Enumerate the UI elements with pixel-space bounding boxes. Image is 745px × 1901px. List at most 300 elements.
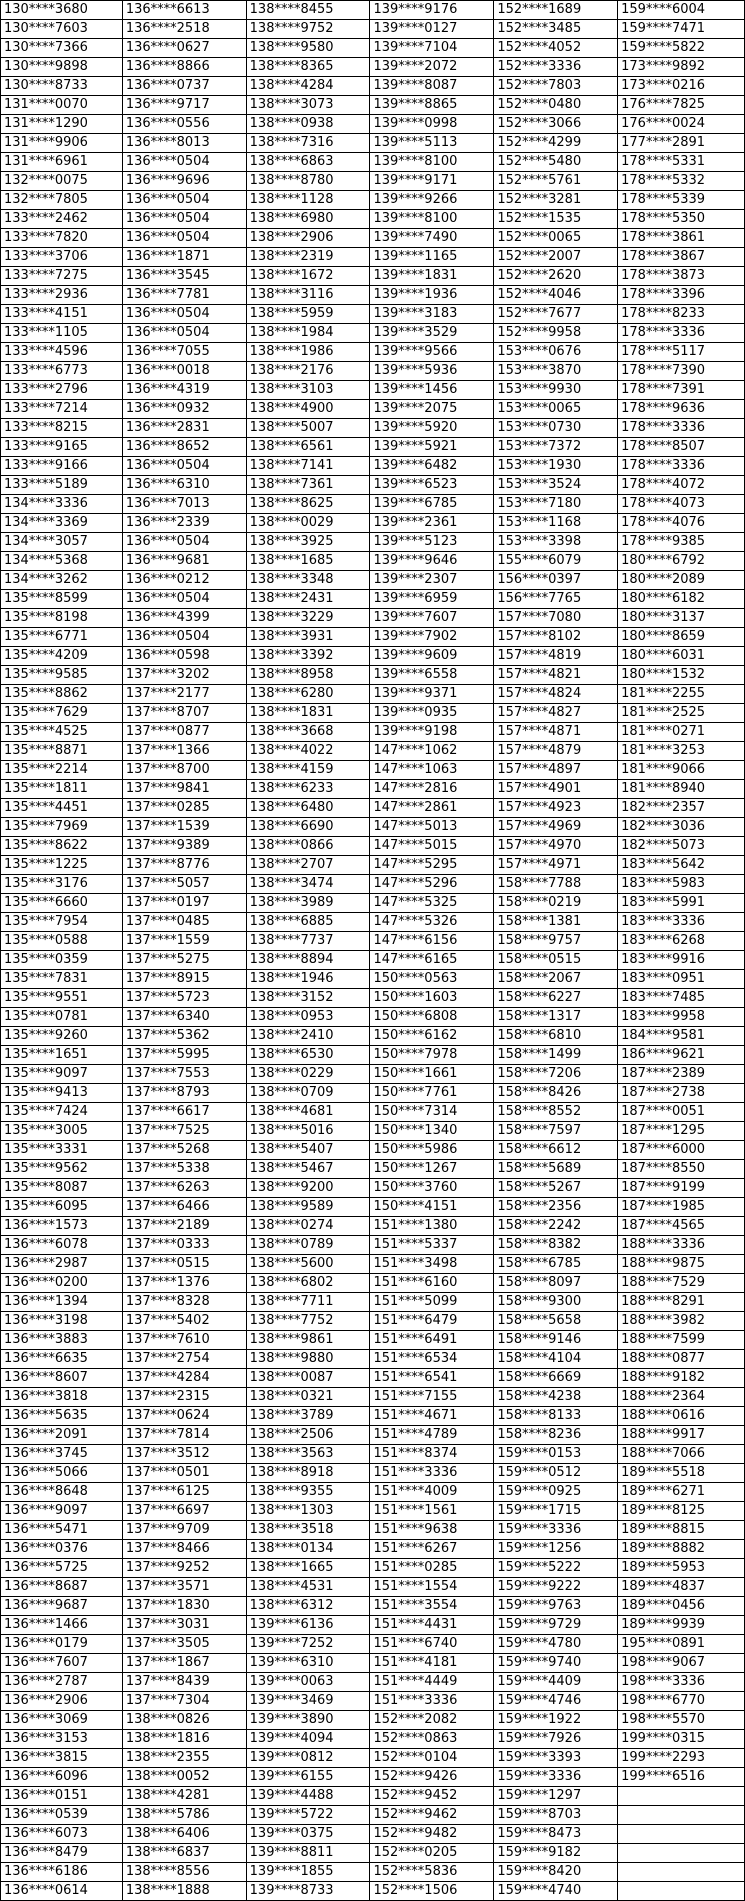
table-row — [1, 666, 745, 685]
phone-cell: 138****6233 — [246, 780, 370, 799]
table-row — [1, 1464, 745, 1483]
phone-cell: 136****2339 — [122, 514, 246, 533]
phone-cell: 188****7066 — [618, 1445, 745, 1464]
phone-cell: 137****1559 — [122, 932, 246, 951]
phone-cell: 135****9413 — [1, 1084, 123, 1103]
phone-cell: 135****7969 — [1, 818, 123, 837]
phone-cell: 157****4971 — [494, 856, 618, 875]
table-row — [1, 685, 745, 704]
phone-cell: 138****8894 — [246, 951, 370, 970]
phone-cell: 147****5296 — [370, 875, 494, 894]
phone-cell: 139****0812 — [246, 1749, 370, 1768]
phone-cell: 136****8648 — [1, 1483, 123, 1502]
phone-cell: 151****6534 — [370, 1350, 494, 1369]
phone-cell: 178****5117 — [618, 343, 745, 362]
phone-cell: 137****9709 — [122, 1521, 246, 1540]
phone-cell: 138****9200 — [246, 1179, 370, 1198]
phone-cell: 139****6785 — [370, 495, 494, 514]
phone-cell: 139****7607 — [370, 609, 494, 628]
phone-cell: 133****7214 — [1, 400, 123, 419]
table-row — [1, 1046, 745, 1065]
phone-cell: 151****0285 — [370, 1559, 494, 1578]
phone-cell: 159****3393 — [494, 1749, 618, 1768]
phone-cell: 136****3545 — [122, 267, 246, 286]
phone-cell: 138****0052 — [122, 1768, 246, 1787]
phone-cell: 189****6271 — [618, 1483, 745, 1502]
phone-cell: 155****6079 — [494, 552, 618, 571]
phone-cell: 158****1499 — [494, 1046, 618, 1065]
phone-cell: 138****0709 — [246, 1084, 370, 1103]
phone-cell: 184****9581 — [618, 1027, 745, 1046]
phone-cell: 180****1532 — [618, 666, 745, 685]
phone-cell: 135****7954 — [1, 913, 123, 932]
phone-cell: 135****0781 — [1, 1008, 123, 1027]
phone-cell: 138****1888 — [122, 1882, 246, 1901]
phone-cell: 176****7825 — [618, 96, 745, 115]
phone-cell: 136****0504 — [122, 210, 246, 229]
table-row — [1, 647, 745, 666]
phone-cell: 139****7902 — [370, 628, 494, 647]
phone-cell: 151****3336 — [370, 1692, 494, 1711]
phone-cell: 181****3253 — [618, 742, 745, 761]
phone-cell: 138****9861 — [246, 1331, 370, 1350]
phone-cell: 136****6635 — [1, 1350, 123, 1369]
phone-cell: 138****2176 — [246, 362, 370, 381]
table-row — [1, 1673, 745, 1692]
phone-cell: 133****7275 — [1, 267, 123, 286]
phone-cell: 137****9389 — [122, 837, 246, 856]
phone-cell: 131****1290 — [1, 115, 123, 134]
phone-cell: 138****7316 — [246, 134, 370, 153]
phone-cell: 138****2355 — [122, 1749, 246, 1768]
phone-cell: 188****7529 — [618, 1274, 745, 1293]
phone-cell: 152****0480 — [494, 96, 618, 115]
phone-cell: 188****3336 — [618, 1236, 745, 1255]
phone-cell: 159****1297 — [494, 1787, 618, 1806]
phone-cell: 137****1830 — [122, 1597, 246, 1616]
phone-cell: 138****7752 — [246, 1312, 370, 1331]
phone-cell: 130****3680 — [1, 1, 123, 20]
phone-cell: 136****0627 — [122, 39, 246, 58]
table-row — [1, 951, 745, 970]
phone-cell: 158****1381 — [494, 913, 618, 932]
phone-cell: 130****8733 — [1, 77, 123, 96]
phone-cell: 136****3198 — [1, 1312, 123, 1331]
phone-cell: 188****7599 — [618, 1331, 745, 1350]
phone-cell: 138****8625 — [246, 495, 370, 514]
phone-cell: 138****2319 — [246, 248, 370, 267]
phone-cell: 136****6073 — [1, 1825, 123, 1844]
table-row — [1, 1882, 745, 1901]
table-row — [1, 343, 745, 362]
phone-cell: 139****3529 — [370, 324, 494, 343]
phone-cell: 147****2816 — [370, 780, 494, 799]
table-row — [1, 20, 745, 39]
phone-cell: 158****4104 — [494, 1350, 618, 1369]
table-row — [1, 1179, 745, 1198]
phone-cell: 136****6096 — [1, 1768, 123, 1787]
phone-cell: 133****4151 — [1, 305, 123, 324]
phone-cell: 159****1715 — [494, 1502, 618, 1521]
phone-cell: 189****5518 — [618, 1464, 745, 1483]
phone-cell: 135****9585 — [1, 666, 123, 685]
table-row — [1, 704, 745, 723]
phone-cell: 156****0397 — [494, 571, 618, 590]
phone-cell: 151****3336 — [370, 1464, 494, 1483]
phone-cell: 138****1672 — [246, 267, 370, 286]
phone-cell: 139****8865 — [370, 96, 494, 115]
table-row — [1, 1008, 745, 1027]
phone-cell: 189****0456 — [618, 1597, 745, 1616]
phone-cell: 153****3398 — [494, 533, 618, 552]
phone-cell: 136****6186 — [1, 1863, 123, 1882]
phone-cell: 153****0730 — [494, 419, 618, 438]
phone-cell: 137****6263 — [122, 1179, 246, 1198]
phone-cell: 138****1816 — [122, 1730, 246, 1749]
phone-cell: 158****7597 — [494, 1122, 618, 1141]
phone-cell: 138****8918 — [246, 1464, 370, 1483]
phone-cell: 138****6885 — [246, 913, 370, 932]
phone-cell: 151****4449 — [370, 1673, 494, 1692]
phone-cell: 136****5635 — [1, 1407, 123, 1426]
phone-cell: 147****5013 — [370, 818, 494, 837]
phone-cell: 186****9621 — [618, 1046, 745, 1065]
phone-cell: 178****3336 — [618, 419, 745, 438]
phone-cell: 147****6156 — [370, 932, 494, 951]
table-row — [1, 210, 745, 229]
phone-cell: 151****6740 — [370, 1635, 494, 1654]
phone-cell: 139****5722 — [246, 1806, 370, 1825]
phone-cell: 157****4897 — [494, 761, 618, 780]
phone-cell: 137****1366 — [122, 742, 246, 761]
phone-cell: 138****8780 — [246, 172, 370, 191]
phone-cell: 137****0515 — [122, 1255, 246, 1274]
phone-cell: 136****0504 — [122, 191, 246, 210]
phone-cell: 136****7607 — [1, 1654, 123, 1673]
phone-cell: 147****5295 — [370, 856, 494, 875]
phone-cell: 189****8882 — [618, 1540, 745, 1559]
phone-cell: 147****5326 — [370, 913, 494, 932]
table-row — [1, 837, 745, 856]
phone-cell: 183****3336 — [618, 913, 745, 932]
phone-cell: 136****8652 — [122, 438, 246, 457]
table-row — [1, 932, 745, 951]
phone-cell: 138****3989 — [246, 894, 370, 913]
phone-cell: 139****8100 — [370, 153, 494, 172]
table-row — [1, 1217, 745, 1236]
table-row — [1, 818, 745, 837]
phone-cell: 159****7926 — [494, 1730, 618, 1749]
phone-cell: 131****9906 — [1, 134, 123, 153]
phone-cell: 188****2364 — [618, 1388, 745, 1407]
phone-cell: 136****0151 — [1, 1787, 123, 1806]
phone-cell: 137****5338 — [122, 1160, 246, 1179]
phone-cell: 136****8607 — [1, 1369, 123, 1388]
phone-cell: 188****9917 — [618, 1426, 745, 1445]
phone-cell: 138****6837 — [122, 1844, 246, 1863]
phone-cell: 132****0075 — [1, 172, 123, 191]
phone-cell: 138****0938 — [246, 115, 370, 134]
phone-cell: 136****2518 — [122, 20, 246, 39]
phone-cell: 152****9462 — [370, 1806, 494, 1825]
phone-cell: 138****3152 — [246, 989, 370, 1008]
phone-cell: 138****9752 — [246, 20, 370, 39]
phone-cell: 178****7391 — [618, 381, 745, 400]
phone-cell: 151****6160 — [370, 1274, 494, 1293]
phone-cell: 183****7485 — [618, 989, 745, 1008]
phone-cell: 139****4488 — [246, 1787, 370, 1806]
phone-cell: 151****3554 — [370, 1597, 494, 1616]
phone-cell: 158****6785 — [494, 1255, 618, 1274]
phone-cell: 178****7390 — [618, 362, 745, 381]
phone-cell: 138****9580 — [246, 39, 370, 58]
table-row — [1, 1293, 745, 1312]
phone-cell: 151****6267 — [370, 1540, 494, 1559]
phone-cell: 138****2506 — [246, 1426, 370, 1445]
phone-cell: 135****0588 — [1, 932, 123, 951]
phone-cell: 135****1225 — [1, 856, 123, 875]
table-row — [1, 875, 745, 894]
table-row — [1, 1312, 745, 1331]
phone-cell: 135****6095 — [1, 1198, 123, 1217]
phone-cell: 159****4780 — [494, 1635, 618, 1654]
phone-cell: 187****2738 — [618, 1084, 745, 1103]
phone-cell: 136****0179 — [1, 1635, 123, 1654]
phone-cell: 159****8420 — [494, 1863, 618, 1882]
phone-cell: 198****5570 — [618, 1711, 745, 1730]
table-row — [1, 1578, 745, 1597]
phone-cell: 136****0200 — [1, 1274, 123, 1293]
phone-cell: 187****8550 — [618, 1160, 745, 1179]
phone-cell: 138****8365 — [246, 58, 370, 77]
phone-cell: 183****5991 — [618, 894, 745, 913]
phone-cell: 136****3818 — [1, 1388, 123, 1407]
phone-cell: 135****4525 — [1, 723, 123, 742]
table-row — [1, 913, 745, 932]
phone-cell: 139****0375 — [246, 1825, 370, 1844]
phone-cell: 137****8439 — [122, 1673, 246, 1692]
table-row — [1, 1426, 745, 1445]
phone-cell: 139****1831 — [370, 267, 494, 286]
phone-cell: 135****7424 — [1, 1103, 123, 1122]
phone-cell: 135****1651 — [1, 1046, 123, 1065]
phone-cell: 138****3789 — [246, 1407, 370, 1426]
phone-cell: 136****8013 — [122, 134, 246, 153]
phone-cell: 138****3925 — [246, 533, 370, 552]
phone-cell: 151****4789 — [370, 1426, 494, 1445]
phone-cell: 152****3336 — [494, 58, 618, 77]
phone-cell: 152****2007 — [494, 248, 618, 267]
phone-cell: 151****5337 — [370, 1236, 494, 1255]
phone-cell: 153****0065 — [494, 400, 618, 419]
phone-cell: 152****3485 — [494, 20, 618, 39]
table-row — [1, 115, 745, 134]
phone-cell: 139****3890 — [246, 1711, 370, 1730]
phone-cell: 178****3867 — [618, 248, 745, 267]
phone-cell: 136****8866 — [122, 58, 246, 77]
phone-cell: 159****8703 — [494, 1806, 618, 1825]
phone-cell: 139****0998 — [370, 115, 494, 134]
phone-cell: 178****3336 — [618, 457, 745, 476]
phone-cell: 135****3005 — [1, 1122, 123, 1141]
phone-cell: 150****7761 — [370, 1084, 494, 1103]
phone-cell: 150****5986 — [370, 1141, 494, 1160]
phone-cell: 133****2796 — [1, 381, 123, 400]
table-row — [1, 1521, 745, 1540]
phone-cell: 147****1063 — [370, 761, 494, 780]
phone-cell: 137****3202 — [122, 666, 246, 685]
phone-cell: 138****3931 — [246, 628, 370, 647]
phone-cell: 159****4409 — [494, 1673, 618, 1692]
table-row — [1, 1559, 745, 1578]
phone-cell: 136****0504 — [122, 628, 246, 647]
phone-cell: 156****7765 — [494, 590, 618, 609]
phone-cell — [618, 1787, 745, 1806]
phone-cell: 138****1946 — [246, 970, 370, 989]
phone-cell: 136****8479 — [1, 1844, 123, 1863]
phone-cell: 180****2089 — [618, 571, 745, 590]
phone-cell: 139****4094 — [246, 1730, 370, 1749]
phone-cell: 138****1128 — [246, 191, 370, 210]
phone-cell: 134****5368 — [1, 552, 123, 571]
table-row — [1, 1749, 745, 1768]
phone-cell: 136****5471 — [1, 1521, 123, 1540]
phone-cell: 178****3873 — [618, 267, 745, 286]
phone-cell: 158****4238 — [494, 1388, 618, 1407]
phone-cell: 137****8915 — [122, 970, 246, 989]
phone-cell: 152****0104 — [370, 1749, 494, 1768]
phone-cell: 136****6078 — [1, 1236, 123, 1255]
phone-cell: 151****6541 — [370, 1369, 494, 1388]
phone-cell: 139****2072 — [370, 58, 494, 77]
table-row — [1, 1160, 745, 1179]
phone-cell: 135****9097 — [1, 1065, 123, 1084]
phone-cell: 147****5015 — [370, 837, 494, 856]
phone-cell: 150****1661 — [370, 1065, 494, 1084]
phone-cell: 136****3069 — [1, 1711, 123, 1730]
phone-cell: 159****0925 — [494, 1483, 618, 1502]
phone-cell: 137****2177 — [122, 685, 246, 704]
phone-cell: 151****3498 — [370, 1255, 494, 1274]
phone-cell: 180****3137 — [618, 609, 745, 628]
phone-cell: 152****9426 — [370, 1768, 494, 1787]
phone-cell: 158****8552 — [494, 1103, 618, 1122]
phone-cell — [618, 1863, 745, 1882]
table-row — [1, 1863, 745, 1882]
phone-cell: 199****6516 — [618, 1768, 745, 1787]
phone-cell: 138****6406 — [122, 1825, 246, 1844]
phone-cell: 138****1685 — [246, 552, 370, 571]
phone-cell: 138****3073 — [246, 96, 370, 115]
phone-cell: 183****6268 — [618, 932, 745, 951]
phone-cell: 138****9589 — [246, 1198, 370, 1217]
phone-cell: 151****5099 — [370, 1293, 494, 1312]
phone-cell: 137****5275 — [122, 951, 246, 970]
phone-cell: 139****9646 — [370, 552, 494, 571]
phone-cell: 139****0127 — [370, 20, 494, 39]
phone-cell: 138****7141 — [246, 457, 370, 476]
phone-cell: 137****1376 — [122, 1274, 246, 1293]
phone-cell: 157****4879 — [494, 742, 618, 761]
phone-cell: 136****4399 — [122, 609, 246, 628]
phone-cell: 178****8507 — [618, 438, 745, 457]
phone-cell: 138****0274 — [246, 1217, 370, 1236]
table-row — [1, 571, 745, 590]
phone-cell: 195****0891 — [618, 1635, 745, 1654]
phone-cell: 136****0018 — [122, 362, 246, 381]
phone-cell: 151****4181 — [370, 1654, 494, 1673]
phone-cell: 151****8374 — [370, 1445, 494, 1464]
table-row — [1, 286, 745, 305]
table-row — [1, 172, 745, 191]
phone-cell: 157****4871 — [494, 723, 618, 742]
phone-cell: 138****6863 — [246, 153, 370, 172]
phone-cell: 136****0614 — [1, 1882, 123, 1901]
phone-cell: 139****9266 — [370, 191, 494, 210]
phone-cell: 137****8700 — [122, 761, 246, 780]
phone-cell: 152****1535 — [494, 210, 618, 229]
phone-cell: 183****9958 — [618, 1008, 745, 1027]
phone-cell: 139****1936 — [370, 286, 494, 305]
phone-cell: 135****9562 — [1, 1160, 123, 1179]
phone-cell: 138****5467 — [246, 1160, 370, 1179]
phone-cell: 130****7603 — [1, 20, 123, 39]
phone-cell: 135****3176 — [1, 875, 123, 894]
phone-cell: 136****9681 — [122, 552, 246, 571]
table-row — [1, 1198, 745, 1217]
phone-cell: 159****9182 — [494, 1844, 618, 1863]
phone-cell: 152****5480 — [494, 153, 618, 172]
phone-cell: 158****6612 — [494, 1141, 618, 1160]
phone-cell: 178****8233 — [618, 305, 745, 324]
phone-cell: 152****4299 — [494, 134, 618, 153]
phone-cell: 136****7781 — [122, 286, 246, 305]
phone-cell: 138****7361 — [246, 476, 370, 495]
phone-cell: 139****6558 — [370, 666, 494, 685]
table-row — [1, 1540, 745, 1559]
phone-cell: 158****1317 — [494, 1008, 618, 1027]
phone-cell: 134****3057 — [1, 533, 123, 552]
phone-cell: 188****8291 — [618, 1293, 745, 1312]
phone-cell: 150****6808 — [370, 1008, 494, 1027]
phone-cell: 137****0485 — [122, 913, 246, 932]
phone-cell: 139****9609 — [370, 647, 494, 666]
phone-cell: 178****9385 — [618, 533, 745, 552]
phone-cell: 151****1561 — [370, 1502, 494, 1521]
phone-cell: 182****5073 — [618, 837, 745, 856]
table-row — [1, 1616, 745, 1635]
phone-cell: 187****1295 — [618, 1122, 745, 1141]
phone-cell: 136****0504 — [122, 457, 246, 476]
phone-cell: 183****9916 — [618, 951, 745, 970]
phone-cell: 137****3512 — [122, 1445, 246, 1464]
phone-cell: 137****3031 — [122, 1616, 246, 1635]
table-row — [1, 970, 745, 989]
phone-cell: 136****2906 — [1, 1692, 123, 1711]
phone-cell: 151****1554 — [370, 1578, 494, 1597]
phone-cell: 135****8087 — [1, 1179, 123, 1198]
table-row — [1, 894, 745, 913]
phone-cell: 153****3524 — [494, 476, 618, 495]
phone-cell: 151****4431 — [370, 1616, 494, 1635]
phone-cell: 134****3336 — [1, 495, 123, 514]
phone-cell: 136****3153 — [1, 1730, 123, 1749]
phone-cell: 138****4681 — [246, 1103, 370, 1122]
phone-cell: 151****1380 — [370, 1217, 494, 1236]
phone-cell: 150****7978 — [370, 1046, 494, 1065]
phone-cell: 138****0087 — [246, 1369, 370, 1388]
table-row — [1, 438, 745, 457]
